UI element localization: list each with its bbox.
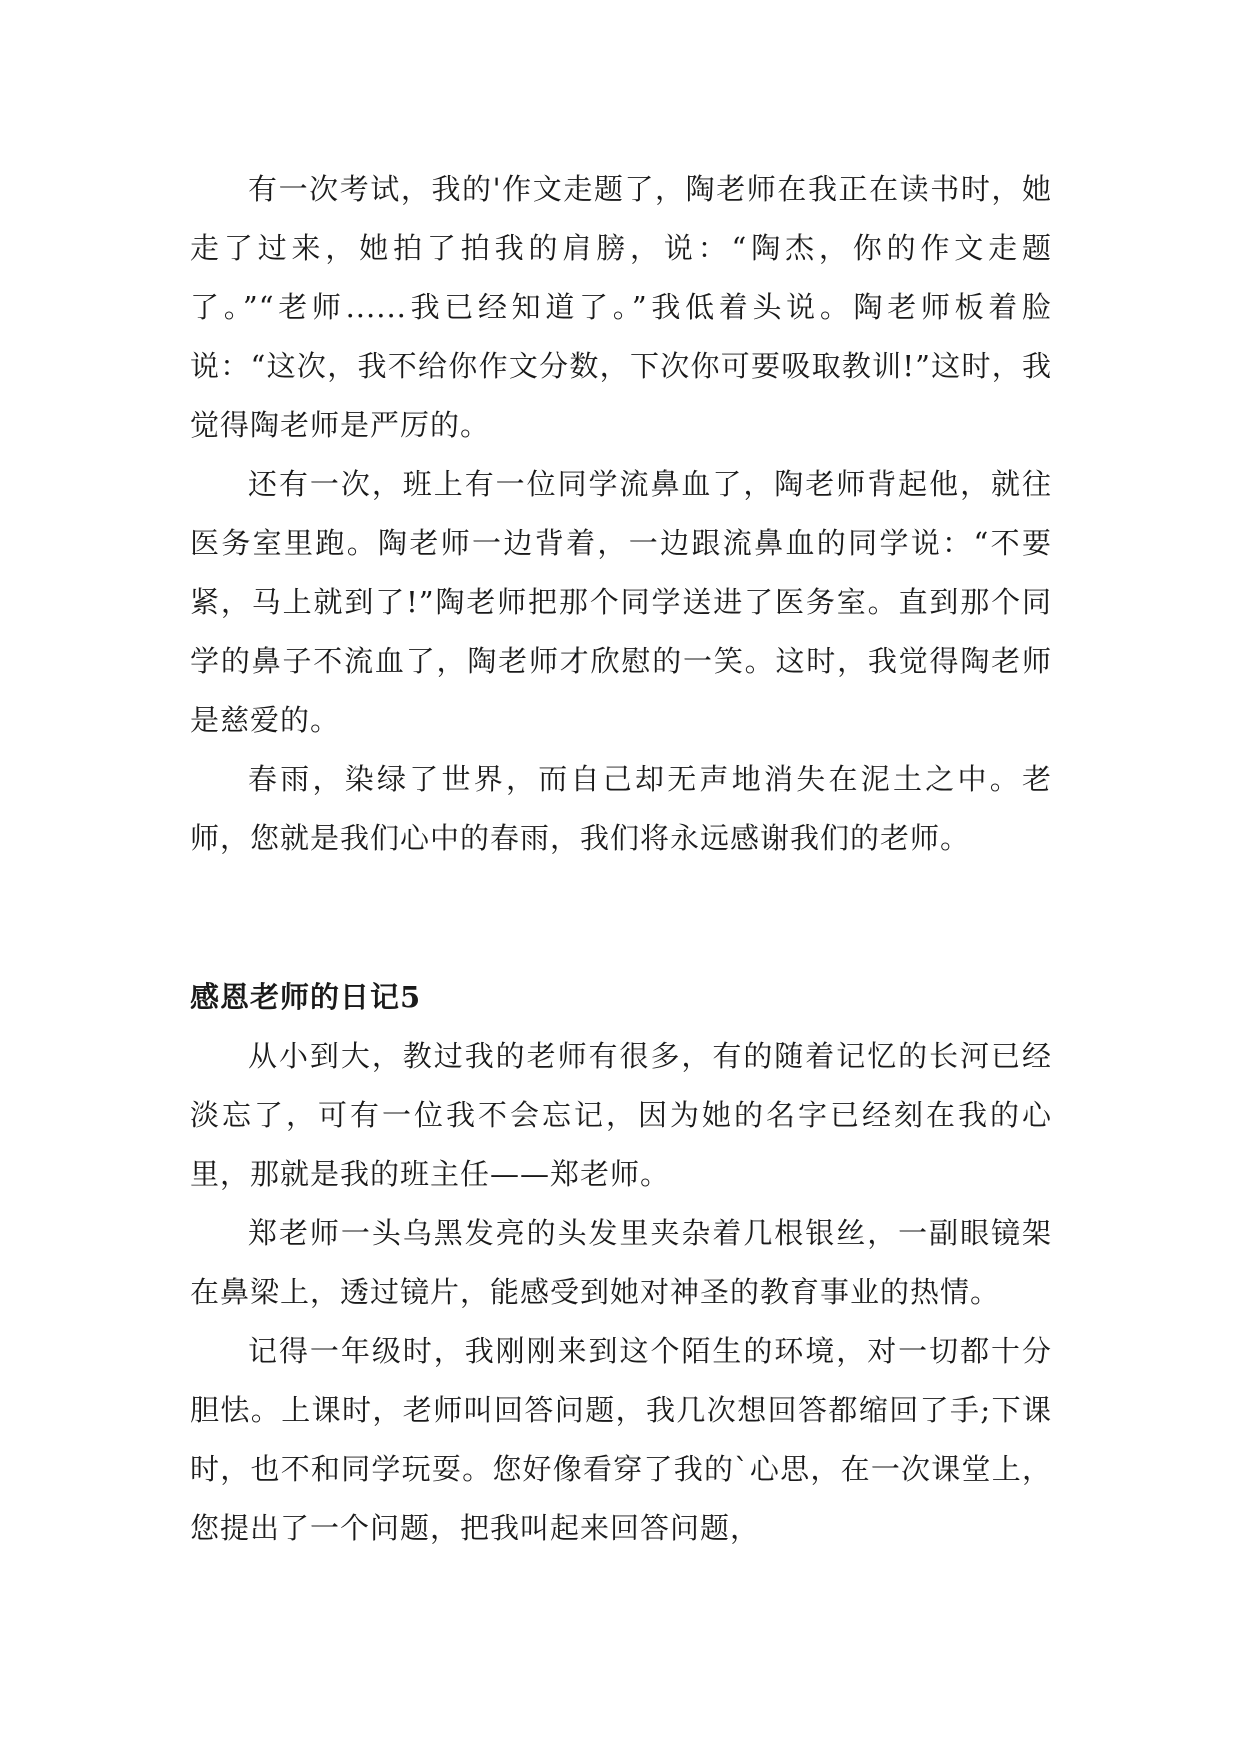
paragraph: 春雨，染绿了世界，而自己却无声地消失在泥土之中。老师，您就是我们心中的春雨，我们将永远感谢我们的老师。 <box>190 762 1052 855</box>
section-title: 感恩老师的日记5 <box>190 980 422 1014</box>
document-page <box>190 160 1052 1558</box>
paragraph: 有一次考试，我的'作文走题了，陶老师在我正在读书时，她走了过来，她拍了拍我的肩膀，说：“陶杰，你的作文走题了。”“老师......我已经知道了。”我低着头说。陶老师板着脸说：“这次，我不给你作文分数，下次你可要吸取教训!”这时，我觉得陶老师是严厉的。 <box>190 172 1052 442</box>
paragraph: 记得一年级时，我刚刚来到这个陌生的环境，对一切都十分胆怯。上课时，老师叫回答问题，我几次想回答都缩回了手;下课时，也不和同学玩耍。您好像看穿了我的`心思，在一次课堂上，您提出了一个问题，把我叫起来回答问题， <box>190 1334 1052 1545</box>
section-spacer <box>190 868 1052 968</box>
paragraph: 郑老师一头乌黑发亮的头发里夹杂着几根银丝，一副眼镜架在鼻梁上，透过镜片，能感受到她对神圣的教育事业的热情。 <box>190 1216 1052 1309</box>
paragraph: 还有一次，班上有一位同学流鼻血了，陶老师背起他，就往医务室里跑。陶老师一边背着，一边跟流鼻血的同学说：“不要紧，马上就到了!”陶老师把那个同学送进了医务室。直到那个同学的鼻子不流血了，陶老师才欣慰的一笑。这时，我觉得陶老师是慈爱的。 <box>190 467 1052 737</box>
paragraph: 从小到大，教过我的老师有很多，有的随着记忆的长河已经淡忘了，可有一位我不会忘记，因为她的名字已经刻在我的心里，那就是我的班主任——郑老师。 <box>190 1039 1052 1191</box>
